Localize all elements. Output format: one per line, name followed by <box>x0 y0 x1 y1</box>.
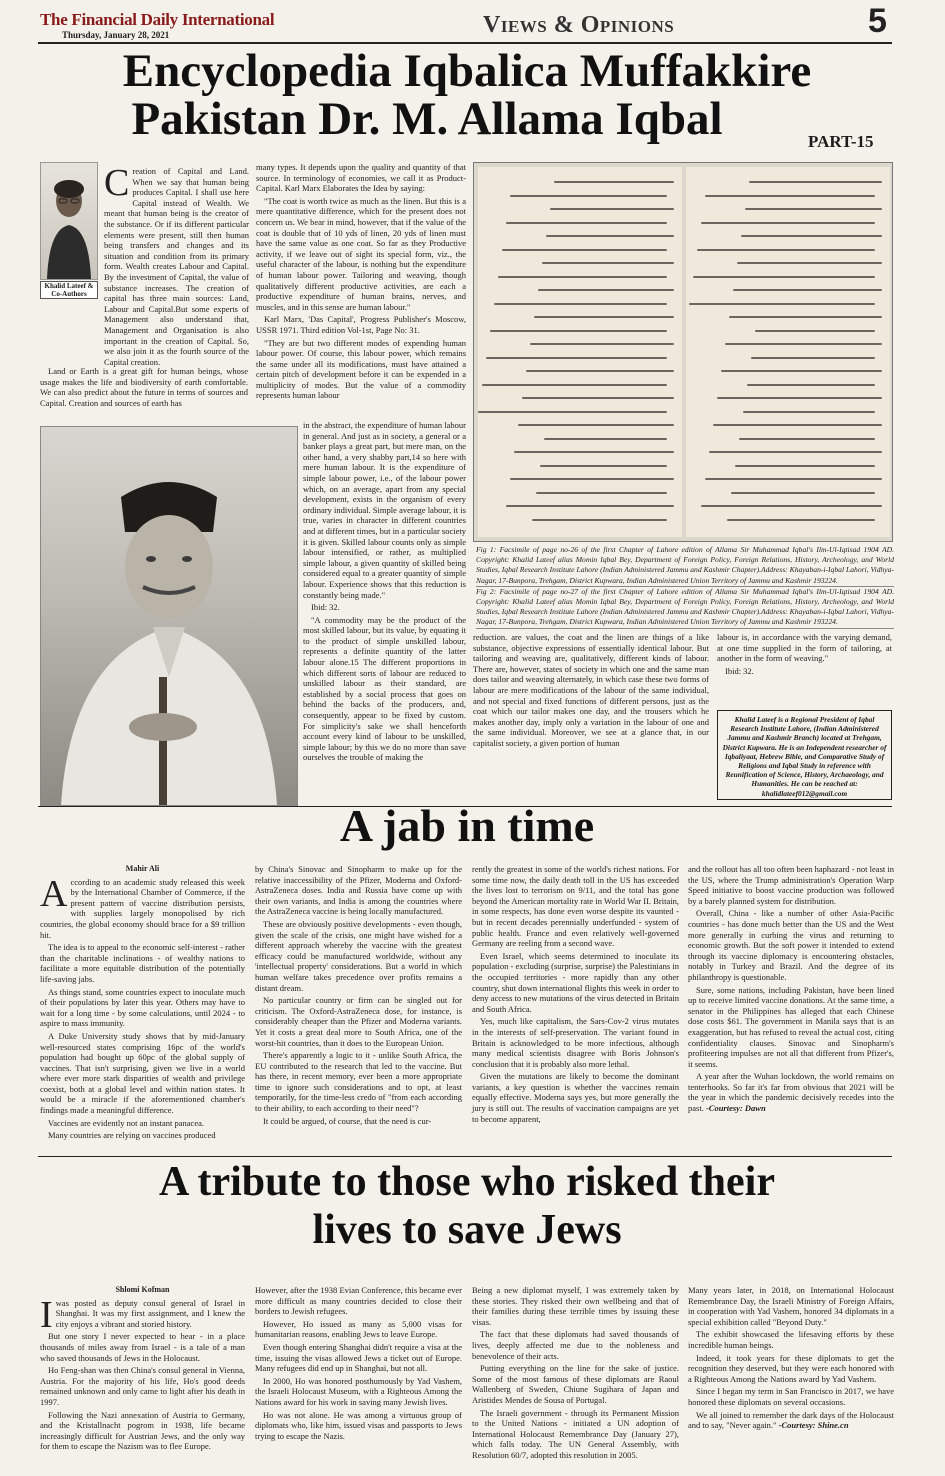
author-email: khalidlateef012@gmail.com <box>761 788 848 798</box>
article2-col1-p6: Many countries are relying on vaccines produced <box>48 1130 216 1141</box>
author-bio: Khalid Lateef is a Regional President of Iqbal Research Institute Lahore, (Indian Administered Jammu and Kashmir Branch) located at Trehgam, District Kupwara. He is an Independent researcher of Iqbaliyaat, Hebrew Bible, and Comparative Study of Religions and Iqbal Study in reference with Reunification of Science, History, Archaeology, and Humanities. He can be reached at: <box>722 715 887 789</box>
article3-headline-line2: lives to save Jews <box>312 1207 622 1254</box>
article1-headline-line2: Pakistan Dr. M. Allama Iqbal <box>131 92 723 145</box>
facsimile-handwriting-line <box>739 438 875 440</box>
facsimile-handwriting-line <box>530 343 674 345</box>
article3-col3-p3: Putting everything on the line for the sake of justice. Some of the most famous of these diplomats are Raoul Wallenberg of Sweden, Chiune Sugihara of Japan and Aristides Mendes de Sousa of Portugal. <box>472 1363 679 1405</box>
issue-date: Thursday, January 28, 2021 <box>62 30 170 40</box>
article2-byline: Mahir Ali <box>125 864 160 873</box>
article2-col3-p4: Given the mutations are likely to become the dominant variants, a key question is whether the vaccines remain equally effective. Moderna says yes, but more generally the jury is still out. The results of vaccination campaigns are yet to become apparent, <box>472 1071 679 1124</box>
facsimile-handwriting-line <box>502 249 667 251</box>
article3-col1-p2: But one story I never expected to hear - in a place thousands of miles away from Israel - is a tale of a man who saved thousands of Jews in the Holocaust. <box>40 1331 245 1363</box>
article1-col2-bottom <box>303 420 466 765</box>
article3-col1 <box>40 1285 245 1454</box>
facsimile-handwriting-line <box>510 195 667 197</box>
article2-col1 <box>40 864 245 1143</box>
facsimile-handwriting-line <box>506 505 674 507</box>
article2-col2-p1: by China's Sinovac and Sinopharm to make up for the relative inaccessibility of the Pfizer, Moderna and Oxford-AstraZeneca doses. India and Russia have come up with their own variants, and India is among the countries where the AstraZeneca vaccine is being locally manufactured. <box>255 864 462 917</box>
facsimile-handwriting-line <box>514 451 674 453</box>
article2-col3-p2: Even Israel, which seems determined to inoculate its population - excluding (surprise, surprise) the Palestinians in the occupied territories - more rapidly than any other country, shut down international flights this week in order to deny access to new mutations of the virus detected in Britain and South Africa. <box>472 950 679 1014</box>
article2-col1-p2: The idea is to appeal to the economic self-interest - rather than the charitable inclinations - of wealthy nations to facilitate a more equitable distribution of the potentially life-saving jabs. <box>40 942 245 984</box>
article3-byline: Shlomi Kofman <box>115 1285 170 1294</box>
masthead-rule <box>38 42 892 44</box>
article3-col1-p3: Ho Feng-shan was then China's consul general in Vienna, Austria. For the majority of his life, Ho's good deeds remained unknown and only came to light after his death in 1997. <box>40 1365 245 1407</box>
facsimile-handwriting-line <box>709 451 882 453</box>
article3-col4 <box>688 1285 894 1433</box>
article3-dropcap: I <box>40 1293 53 1336</box>
paper-name: The Financial Daily International <box>40 10 275 29</box>
article1-col2-text7: "A commodity may be the product of the most skilled labour, but its value, by equating it to the product of simple unskilled labour, represents a definite quantity of the latter labour alone.15 The different proportions in which different sorts of labour are reduced to unskilled labour as their standard, are established by a social process that goes on behind the backs of the producers, and, consequently, appear to be fixed by custom. For simplicity's sake we shall henceforth account every kind of labour to be unskilled, simple labour; by this we do no more than save ourselves the trouble of making the <box>303 614 466 763</box>
article2-col4-p4: A year after the Wuhan lockdown, the world remains on tenterhooks. So far it's far from obvious that 2021 will be the year in which the pandemic decisively recedes into the past. <box>688 1071 894 1114</box>
article3-col2-p5: Ho was not alone. He was among a virtuous group of diplomats who, like him, issued visas and passports to Jews trying to escape the Nazis. <box>255 1409 462 1441</box>
facsimile-handwriting-line <box>486 357 667 359</box>
article1-headline-line1: Encyclopedia Iqbalica Muffakkire <box>122 45 812 97</box>
facsimile-handwriting-line <box>544 438 667 440</box>
facsimile-handwriting-line <box>542 262 674 264</box>
facsimile-handwriting-line <box>717 397 882 399</box>
author-bio-box <box>717 710 892 800</box>
article3-col3-p1: Being a new diplomat myself, I was extremely taken by these stories. They risked their own wellbeing and that of their families during these terrible times by issuing these visas. <box>472 1285 679 1327</box>
facsimile-handwriting-line <box>747 384 875 386</box>
article3-col1-p4: Following the Nazi annexation of Austria to Germany, and the Kristallnacht pogrom in 1938, life became increasingly difficult for Austrian Jews, and the only way for them to escape the Nazism was to flee Europe. <box>40 1409 245 1452</box>
article3-col1-p1: was posted as deputy consul general of Israel in Shanghai. It was my first assignment, and I knew the city enjoys a vibrant and storied history. <box>55 1297 245 1329</box>
facsimile-handwriting-line <box>689 303 875 305</box>
article2-col4-p1: and the rollout has all too often been haphazard - not least in the US, where the Trump administration's Operation Warp Speed initiative to boost vaccine production was followed by a barely planned system for distribution. <box>688 864 894 906</box>
article3-headline-line1: A tribute to those who risked their <box>159 1159 775 1205</box>
article3-col3 <box>472 1285 679 1463</box>
article1-col2-text4: "They are but two different modes of expending human labour power. Of course, this labour power, which remains the same under all its modifications, must have attained a certain pitch of development before it can be expended in a multiplicity of modes. But the value of a commodity represents human labour <box>256 337 466 401</box>
facsimile-handwriting-line <box>534 316 674 318</box>
facsimile-handwriting-line <box>741 235 882 237</box>
facsimile-handwriting-line <box>518 424 674 426</box>
article2-col2-p3: No particular country or firm can be singled out for criticism. The Oxford-AstraZeneca dose, for instance, is considerably cheaper than the Pfizer and Moderna variants. Yet it costs a great deal more to South Africa, one of the worst-hit countries, than it does to the European Union. <box>255 995 462 1048</box>
article3-col4-p1: Many years later, in 2018, on International Holocaust Remembrance Day, the Israeli Ministry of Foreign Affairs, in cooperation with Yad Vashem, honored 34 diplomats in a special exhibition called "Beyond Duty." <box>688 1285 894 1327</box>
article3-col4-p3: Indeed, it took years for these diplomats to get the recognition they deserved, but they were each honored with a Righteous Among the Nations award by Yad Vashem. <box>688 1352 894 1384</box>
article3-col3-p2: The fact that these diplomats had saved thousands of lives, deeply affected me due to the nobleness and benevolence of their acts. <box>472 1329 679 1361</box>
article1-col2-top <box>256 162 466 403</box>
article2-col3-p3: Yes, much like capitalism, the Sars-Cov-2 virus mutates in the interests of self-preservation. The variant found in Britain is acknowledged to be more infectious, although many medical scientists disagree with Boris Johnson's conclusion that it is probably also more lethal. <box>472 1016 679 1069</box>
article2-col2-p4: There's apparently a logic to it - unlike South Africa, the EU contributed to the research that led to the vaccine. But has there, in recent memory, ever been a more appropriate time to ignore such considerations and to opt, at least temporarily, for the time-less credo of "from each according to their ability, to each according to their need"? <box>255 1050 462 1114</box>
facsimile-handwriting-line <box>526 370 674 372</box>
article1-col3-text: reduction. are values, the coat and the linen are things of a like substance, objective expressions of essentially identical labour. But tailoring and weaving are, qualitatively, different kinds of labour. There are, however, states of society in which one and the same man does tailor and weaving alternately, in which case these two forms of labour are mere modifications of the labour of the same individual, and not special and fixed functions of different persons, just as the coat which our tailor makes one day, and the trousers which he makes another day, imply only a variation in the labour of one and the same individual. Moreover, we see at a glance that, in our capitalist society, a given portion of human <box>473 632 709 748</box>
facsimile-handwriting-line <box>755 330 875 332</box>
article1-col2-text5: in the abstract, the expenditure of human labour in general. And just as in society, a general or a banker plays a great part, but mere man, on the other hand, a very shabby part,14 so here with mere human labour. It is the expenditure of simple labour power, i.e., of the labour power which, on an average, apart from any special development, exists in the organism of every ordinary individual. Simple average labour, it is true, varies in character in different countries and at different times, but in a particular society it is given. Skilled labour counts only as simple labour intensified, or rather, as multiplied simple labour, a given quantity of skilled being considered equal to a greater quantity of simple labour. Experience shows that this reduction is constantly being made." <box>303 420 466 600</box>
article2-dropcap: A <box>40 872 68 915</box>
article1-col4-text: labour is, in accordance with the varying demand, at one time supplied in the form of tailoring, at another in the form of weaving." <box>717 632 892 664</box>
article2-credit: -Courtesy: Dawn <box>705 1103 766 1114</box>
facsimile-handwriting-line <box>494 303 667 305</box>
article2-headline: A jab in time <box>339 800 595 851</box>
facsimile-handwriting-line <box>538 289 674 291</box>
facsimile-handwriting-line <box>506 222 667 224</box>
facsimile-handwriting-line <box>751 357 875 359</box>
article1-col4-ibid: Ibid: 32. <box>725 665 754 676</box>
article3-credit: -Courtesy: Shine.cn <box>778 1420 849 1431</box>
facsimile-handwriting-line <box>743 411 875 413</box>
facsimile-handwriting-line <box>540 465 667 467</box>
facsimile-handwriting-line <box>729 316 882 318</box>
facsimile-handwriting-line <box>693 276 875 278</box>
urdu-facsimile <box>473 162 893 542</box>
facsimile-handwriting-line <box>490 330 667 332</box>
figure-captions <box>476 545 894 629</box>
article2-col3-p1: rently the greatest in some of the world's richest nations. For some time now, the daily death toll in the US has exceeded the lives lost to terrorism on 9/11, and the total has gone beyond the American mortality rate in World War II. Britain, in some respects, has done even worse despite its vaunted - but in recent decades perennially underfunded - system of public health. France and even relatively well-governed Germany are reeling from a second wave. <box>472 864 679 949</box>
facsimile-handwriting-line <box>522 397 674 399</box>
article1-headline <box>40 45 894 145</box>
facsimile-handwriting-line <box>554 181 674 183</box>
facsimile-handwriting-line <box>498 276 667 278</box>
article3-col4-p4: Since I began my term in San Francisco in 2017, we have honored these diplomats on several occasions. <box>688 1386 894 1407</box>
article1-col1-text2: Land or Earth is a great gift for human beings, whose usage makes the life and biodiversity of earth comfortable. We can also predict about the future in terms of sources and Capital. Creation and sources of earth has <box>40 366 248 408</box>
article1-col2-text3: Karl Marx, 'Das Capital', Progress Publisher's Moscow, USSR 1971. Third edition Vol-1st, Page No: 31. <box>256 314 466 335</box>
facsimile-handwriting-line <box>532 519 667 521</box>
article1-col2-text2: "The coat is worth twice as much as the linen. But this is a mere quantitative difference, which for the present does not concern us. We bear in mind, however, that if the value of the coat is double that of 10 yds of linen, 20 yds of linen must have the same value as one coat. So far as they Productive activity, if we leave out of sight its special form, viz., the useful character of the labour, is nothing but the expenditure of human labour power. Tailoring and weaving, though qualitatively different productive activities, are each a productive expenditure of human brains, nerves, and muscles, and in this sense are human labour." <box>256 195 466 312</box>
facsimile-page-27 <box>686 167 890 537</box>
article2-col4 <box>688 864 894 1116</box>
article3-col2-p4: In 2000, Ho was honored posthumously by Yad Vashem, the Israeli Holocaust Museum, with a Righteous Among the Nations award for his work in saving many Jewish lives. <box>255 1375 462 1407</box>
facsimile-handwriting-line <box>727 519 875 521</box>
article1-col1-top <box>104 162 249 369</box>
article3-headline <box>40 1158 894 1255</box>
facsimile-handwriting-line <box>735 465 875 467</box>
facsimile-handwriting-line <box>550 208 674 210</box>
facsimile-handwriting-line <box>697 249 875 251</box>
facsimile-handwriting-line <box>705 195 875 197</box>
facsimile-handwriting-line <box>721 370 882 372</box>
facsimile-page-26 <box>478 167 682 537</box>
article3-col2 <box>255 1285 462 1443</box>
article3-col4-p5: We all joined to remember the dark days of the Holocaust and to say, "Never again." <box>688 1409 894 1431</box>
article2-col4-p3: Sure, some nations, including Pakistan, have been lined up to receive limited vaccine donations. At the same time, a senator in the Philippines has alleged that each Chinese dose costs $61. The government in Manila says that is an exaggeration, but has refused to reveal the actual cost, citing confidentiality clauses. Sinovac and Sinopharm's profiteering impulses are not all that different from Pfizer's, it seems. <box>688 984 894 1069</box>
article2-col2 <box>255 864 462 1128</box>
article2-col1-p3: As things stand, some countries expect to inoculate much of their populations by later this year. Others may have to wait for a long time - by some calculations, until 2024 - to aspire to mass immunity. <box>40 986 245 1029</box>
facsimile-handwriting-line <box>482 384 667 386</box>
figure1-caption: Fig 1: Facsimile of page no-26 of the first Chapter of Lahore edition of Allama Sir Muhammad Iqbal's Ilm-Ul-Iqtisad 1904 AD. Copyright: Khalid Lateef alias Momin Iqbal Bey, Department of Foreign Policy, Foreign Relations, History, Archeology, and World Studies, Iqbal Research Institute Lahore (Indian Administered Jammu and Kashmir Chapter).Address: Khayaban-i-Iqbal Lahori, Vidhya-Nagar, 17-Bunpora, Trehgam, District Kupwara, Indian Administered Union Territory of Jammu and Kashmir 193224. <box>476 545 894 587</box>
article1-col2-text1: many types. It depends upon the quality and quantity of that source. In terminology of economies, we call it as Product-Capital. Karl Marx Elaborates the Idea by saying: <box>256 162 466 194</box>
author-caption: Khalid Lateef & Co-Authors <box>40 281 98 299</box>
article2-col1-p5: Vaccines are evidently not an instant panacea. <box>48 1117 205 1128</box>
facsimile-handwriting-line <box>701 505 882 507</box>
facsimile-handwriting-line <box>749 181 882 183</box>
article3-col3-p4: The Israeli government - through its Permanent Mission to the United Nations - initiated a UN adoption of International Holocaust Remembrance Day (January 27), which falls today. The UN General Assembly, with Resolution 60/7, adopted this resolution in 2005. <box>472 1407 679 1460</box>
facsimile-handwriting-line <box>705 478 882 480</box>
facsimile-handwriting-line <box>701 222 875 224</box>
author-photo <box>40 162 98 280</box>
facsimile-handwriting-line <box>737 262 882 264</box>
article1-col2-text6: Ibid: 32. <box>311 602 340 613</box>
facsimile-handwriting-line <box>536 492 667 494</box>
facsimile-handwriting-line <box>546 235 674 237</box>
article1-col1-bottom <box>40 366 248 410</box>
article1-col3 <box>473 632 709 751</box>
facsimile-handwriting-line <box>725 343 882 345</box>
masthead <box>40 2 920 40</box>
facsimile-handwriting-line <box>745 208 882 210</box>
article3-col2-p3: Even though entering Shanghai didn't require a visa at the time, issuing the visas allowed Jews a ticket out of Europe. Many refugees did end up in Shanghai, but not all. <box>255 1341 462 1374</box>
article2-col1-p1: ccording to an academic study released this week by the International Chamber of Commerce, if the present pattern of vaccine distribution persists, with supplies largely monopolised by rich countries, the global economy should brace for a $9 trillion hit. <box>40 876 245 940</box>
article2-col2-p5: It could be argued, of course, that the need is cur- <box>263 1115 432 1126</box>
facsimile-handwriting-line <box>733 289 882 291</box>
article1-col4 <box>717 632 892 678</box>
article3-col2-p1: However, after the 1938 Evian Conference, this became ever more difficult as many countries decided to close their borders to Jewish refugees. <box>255 1285 462 1317</box>
article1-dropcap: C <box>104 162 130 204</box>
iqbal-portrait <box>40 426 298 806</box>
portrait-figure-icon <box>41 427 297 805</box>
article3-col4-p2: The exhibit showcased the lifesaving efforts by these incredible human beings. <box>688 1329 894 1350</box>
article-divider <box>38 1156 892 1157</box>
article2-col2-p2: These are obviously positive developments - even though, given the scale of the crisis, one might have wished for a different approach whereby the vaccine with the greatest efficacy could be manufactured worldwide, without any 'intellectual property' considerations. But a world in which human welfare takes precedence over profits remains a distant dream. <box>255 918 462 993</box>
article1-part-label: PART-15 <box>808 132 874 151</box>
article3-col2-p2: However, Ho issued as many as 5,000 visas for humanitarian reasons, enabling Jews to leave Europe. <box>255 1318 462 1340</box>
section-title: Views & Opinions <box>483 12 675 38</box>
article2-col1-p4: A Duke University study shows that by mid-January well-resourced states comprising 16pc of the world's population had bought up 60pc of the global supply of vaccines. That isn't surprising, given we live in a world where ever more stark disparities of wealth and privilege coexist, both at a global level and within nation states. It would be a miracle if the aforementioned chamber's findings made a meaningful difference. <box>40 1030 245 1116</box>
facsimile-handwriting-line <box>731 492 875 494</box>
author-photo-box <box>40 162 98 302</box>
page-number: 5 <box>868 2 887 40</box>
author-silhouette-icon <box>41 163 97 279</box>
article1-col1-text: reation of Capital and Land. When we say that human being produces Capital. I shall use here Capital instead of Wealth. We meant that human being is the creator of the substance. Or if its different particular elements were present, still then human being transfers and changes and its situation and condition from its primary form. Wealth creates Labour and Capital. By the investment of Capital, the value of substance increases. The creation of capital has three main sources: Land, Labour and Capital.But some experts of Management also understand that, Management and Organisation is also important in the creation of Capital. So, we also join it as the fourth source of the Capital creation. <box>104 166 249 367</box>
article2-col4-p2: Overall, China - like a number of other Asia-Pacific countries - has done much better than the US and the West more generally in curbing the virus and returning to economic growth. But the soft power it intended to extend through its vaccine diplomacy is encountering obstacles, notably in Turkey and Brazil. And the degree of its philanthropy is questionable. <box>688 908 894 982</box>
facsimile-handwriting-line <box>478 411 667 413</box>
facsimile-handwriting-line <box>510 478 674 480</box>
article2-col3 <box>472 864 679 1126</box>
figure2-caption: Fig 2: Facsimile of page no-27 of the first Chapter of Lahore edition of Allama Sir Muhammad Iqbal's Ilm-Ul-Iqtisad 1904 AD. Copyright: Khalid Lateef alias Momin Iqbal Bey, Department of Foreign Policy, Foreign Relations, History, Archeology, and World Studies, Iqbal Research Institute Lahore (Indian Administered Jammu and Kashmir Chapter).Address: Khayaban-i-Iqbal Lahori, Vidhya-Nagar, 17-Bunpora, Trehgam, District Kupwara, Indian Administered Union Territory of Jammu and Kashmir 193224. <box>476 587 894 629</box>
facsimile-handwriting-line <box>713 424 882 426</box>
